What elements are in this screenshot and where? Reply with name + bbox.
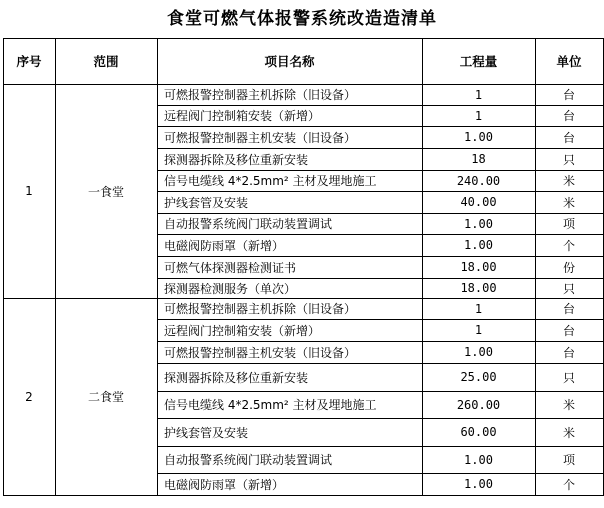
item-name-cell: 护线套管及安装 xyxy=(164,195,249,210)
unit-cell: 米 xyxy=(562,174,575,188)
item-name-cell: 护线套管及安装 xyxy=(164,425,249,440)
quantity-cell: 1.00 xyxy=(464,345,493,359)
unit-cell: 台 xyxy=(562,345,575,360)
item-name-cell: 可燃报警控制器主机拆除（旧设备） xyxy=(164,88,357,102)
quantity-cell: 1 xyxy=(474,323,483,337)
item-name-cell: 电磁阀防雨罩（新增） xyxy=(164,238,285,253)
unit-cell: 台 xyxy=(562,109,575,123)
quantity-cell: 1 xyxy=(474,108,483,123)
item-name-cell: 自动报警系统阀门联动装置调试 xyxy=(164,217,333,231)
item-name-cell: 信号电缆线 4*2.5mm² 主材及埋地施工 xyxy=(164,174,377,188)
unit-cell: 只 xyxy=(562,281,575,296)
unit-cell: 台 xyxy=(562,88,575,102)
quantity-cell: 18.00 xyxy=(460,260,497,274)
header-quantity: 工程量 xyxy=(459,54,498,69)
item-name-cell: 远程阀门控制箱安装（新增） xyxy=(164,109,321,123)
quantity-cell: 18 xyxy=(471,152,486,166)
item-name-cell: 探测器拆除及移位重新安装 xyxy=(164,152,309,167)
item-name-cell: 可燃报警控制器主机安装（旧设备） xyxy=(164,130,357,145)
item-name-cell: 探测器检测服务（单次） xyxy=(164,281,297,296)
header-no: 序号 xyxy=(16,54,42,69)
item-name-cell: 电磁阀防雨罩（新增） xyxy=(164,477,285,492)
quantity-cell: 1 xyxy=(474,301,483,316)
table-rule xyxy=(3,38,4,496)
unit-cell: 项 xyxy=(562,217,575,231)
scope-cell: 二食堂 xyxy=(87,390,124,404)
unit-cell: 份 xyxy=(562,260,575,275)
quantity-cell: 1.00 xyxy=(464,452,493,467)
quantity-cell: 1.00 xyxy=(464,238,493,252)
unit-cell: 米 xyxy=(562,425,575,440)
item-name-cell: 可燃气体探测器检测证书 xyxy=(164,260,297,275)
unit-cell: 米 xyxy=(562,195,575,210)
unit-cell: 只 xyxy=(562,152,575,167)
quantity-cell: 18.00 xyxy=(460,281,497,295)
quantity-cell: 40.00 xyxy=(460,195,497,209)
item-name-cell: 信号电缆线 4*2.5mm² 主材及埋地施工 xyxy=(164,398,377,412)
item-name-cell: 可燃报警控制器主机安装（旧设备） xyxy=(164,345,357,360)
quantity-cell: 260.00 xyxy=(456,397,501,412)
quantity-cell: 1.00 xyxy=(464,130,493,144)
item-name-cell: 自动报警系统阀门联动装置调试 xyxy=(164,453,333,467)
unit-cell: 台 xyxy=(562,302,575,316)
row-number: 2 xyxy=(25,389,33,404)
table-rule xyxy=(3,495,604,496)
item-name-cell: 可燃报警控制器主机拆除（旧设备） xyxy=(164,302,357,316)
unit-cell: 个 xyxy=(562,477,575,492)
row-number: 1 xyxy=(25,184,33,198)
table-rule xyxy=(422,38,423,496)
table-rule xyxy=(3,38,604,39)
scope-cell: 一食堂 xyxy=(87,184,124,199)
header-item-name: 项目名称 xyxy=(264,54,315,69)
quantity-cell: 1.00 xyxy=(464,216,493,231)
unit-cell: 米 xyxy=(562,398,575,412)
quantity-cell: 25.00 xyxy=(460,370,497,384)
item-name-cell: 探测器拆除及移位重新安装 xyxy=(164,370,309,385)
unit-cell: 只 xyxy=(562,370,575,385)
quantity-cell: 1.00 xyxy=(464,477,493,491)
header-unit: 单位 xyxy=(556,54,582,69)
unit-cell: 项 xyxy=(562,453,575,467)
quantity-cell: 240.00 xyxy=(456,173,501,188)
page-title: 食堂可燃气体报警系统改造造清单 xyxy=(167,9,437,29)
table-rule xyxy=(55,38,56,496)
table-rule xyxy=(535,38,536,496)
header-scope: 范围 xyxy=(93,54,119,69)
quantity-cell: 60.00 xyxy=(460,425,497,439)
item-name-cell: 远程阀门控制箱安装（新增） xyxy=(164,323,321,338)
quantity-cell: 1 xyxy=(474,87,483,102)
unit-cell: 台 xyxy=(562,323,575,338)
unit-cell: 个 xyxy=(562,238,575,253)
table-rule xyxy=(157,38,158,496)
unit-cell: 台 xyxy=(562,130,575,145)
